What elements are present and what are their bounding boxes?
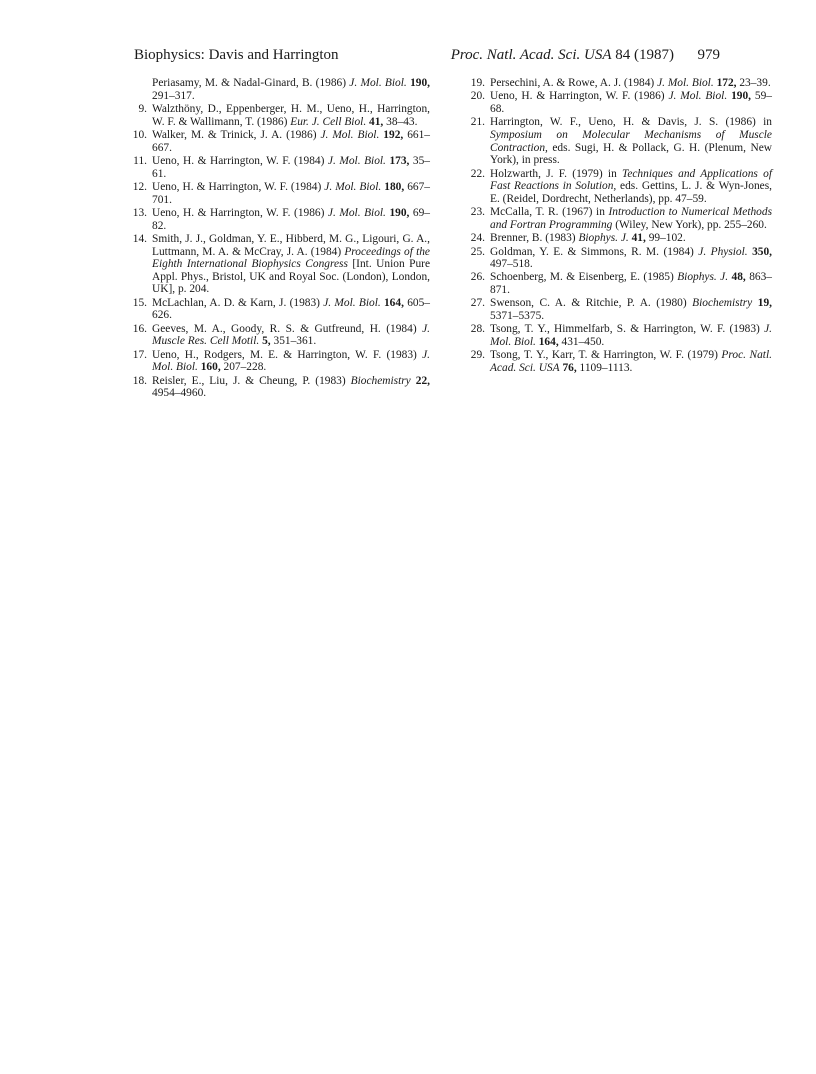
reference-text: 661–667.	[152, 128, 430, 154]
journal-title: Biophys. J.	[677, 271, 729, 284]
reference-text: Holzwarth, J. F. (1979) in	[490, 167, 623, 180]
reference-item	[472, 297, 772, 322]
running-head: Biophysics: Davis and Harrington	[134, 47, 339, 63]
volume-number: 76,	[562, 362, 577, 375]
reference-item	[134, 323, 430, 348]
reference-text: 207–228.	[220, 361, 267, 374]
reference-number: 25.	[470, 245, 485, 258]
reference-text: Walker, M. & Trinick, J. A. (1986)	[152, 128, 321, 141]
reference-text: Ueno, H. & Harrington, W. F. (1984)	[152, 154, 328, 167]
volume-year: 84 (1987)	[615, 47, 674, 63]
reference-number: 10.	[132, 128, 147, 141]
journal-title: Biochemistry	[692, 297, 753, 310]
reference-item	[472, 90, 772, 115]
reference-item	[472, 232, 772, 245]
journal-title: Biophys. J.	[578, 232, 629, 245]
journal-title: J. Mol. Biol.	[320, 128, 380, 141]
journal-title: J. Mol. Biol.	[323, 296, 381, 309]
reference-number: 27.	[470, 297, 485, 310]
reference-text: 1109–1113.	[576, 362, 633, 375]
journal-title: Introduction to Numerical Methods and Fortran Programming	[490, 206, 772, 231]
reference-item	[134, 129, 430, 154]
reference-number: 20.	[470, 90, 485, 103]
page-number: 979	[697, 47, 720, 63]
volume-number: 164,	[383, 296, 404, 309]
reference-text: [Int. Union Pure Appl. Phys., Bristol, UK and Royal Soc. (London), London, UK], p. 204.	[152, 258, 430, 296]
reference-number: 11.	[133, 154, 147, 167]
reference-text: (Wiley, New York), pp. 255–260.	[612, 218, 767, 231]
reference-text: Walzthöny, D., Eppenberger, H. M., Ueno, H., Harrington, W. F. & Wallimann, T. (1986)	[152, 102, 430, 128]
volume-number: 180,	[384, 180, 405, 193]
reference-number: 15.	[132, 296, 147, 309]
reference-number: 17.	[132, 348, 147, 361]
reference-text: eds. Sugi, H. & Pollack, G. H. (Plenum, New York), in press.	[490, 141, 772, 167]
journal-title: Techniques and Applications of Fast Reactions in Solution,	[490, 167, 772, 193]
reference-number: 9.	[138, 102, 147, 115]
reference-item	[134, 77, 430, 102]
journal-title: J. Mol. Biol.	[152, 348, 430, 374]
volume-number: 192,	[383, 128, 404, 141]
volume-number: 160,	[200, 361, 221, 374]
journal-title: J. Muscle Res. Cell Motil.	[152, 322, 430, 348]
reference-text: Harrington, W. F., Ueno, H. & Davis, J. S. (1986) in	[490, 116, 772, 129]
reference-item	[472, 246, 772, 271]
reference-text: Ueno, H., Rodgers, M. E. & Harrington, W. F. (1983)	[152, 348, 423, 361]
volume-number: 48,	[731, 271, 746, 284]
reference-number: 28.	[470, 323, 485, 336]
reference-text: Reisler, E., Liu, J. & Cheung, P. (1983)	[152, 374, 351, 387]
reference-text: Persechini, A. & Rowe, A. J. (1984)	[490, 77, 658, 89]
journal-title: Proc. Natl. Acad. Sci. USA	[490, 349, 772, 375]
reference-number: 18.	[132, 374, 147, 387]
volume-number: 173,	[389, 154, 410, 167]
reference-item	[134, 181, 430, 206]
reference-text: 5371–5375.	[490, 310, 545, 323]
journal-name: Proc. Natl. Acad. Sci. USA	[450, 47, 612, 63]
reference-number: 14.	[132, 232, 147, 245]
reference-item	[134, 375, 430, 400]
reference-item	[134, 155, 430, 180]
references-left-column	[134, 77, 430, 401]
volume-number: 190,	[410, 77, 430, 89]
reference-text: Goldman, Y. E. & Simmons, R. M. (1984)	[490, 245, 699, 258]
reference-number: 22.	[470, 167, 485, 180]
reference-number: 24.	[470, 232, 485, 245]
reference-text: 667–701.	[152, 180, 430, 206]
journal-title: J. Mol. Biol.	[349, 77, 407, 89]
reference-text: 4954–4960.	[152, 387, 207, 400]
reference-text: Tsong, T. Y., Himmelfarb, S. & Harrington, W. F. (1983)	[490, 323, 765, 336]
reference-item	[134, 233, 430, 296]
reference-text: McLachlan, A. D. & Karn, J. (1983)	[152, 296, 324, 309]
reference-text: 38–43.	[383, 115, 418, 128]
journal-title: Proceedings of the Eighth International Biophysics Congress	[152, 245, 430, 271]
reference-text: Ueno, H. & Harrington, W. F. (1984)	[152, 180, 325, 193]
reference-item	[472, 323, 772, 348]
reference-text: Ueno, H. & Harrington, W. F. (1986)	[490, 90, 669, 103]
reference-number: 19.	[470, 77, 485, 89]
reference-text: Tsong, T. Y., Karr, T. & Harrington, W. F. (1979)	[490, 349, 722, 362]
volume-number: 190,	[731, 90, 751, 103]
volume-number: 41,	[369, 115, 384, 128]
reference-number: 16.	[132, 322, 147, 335]
journal-title: J. Mol. Biol.	[327, 206, 386, 219]
reference-text: Smith, J. J., Goldman, Y. E., Hibberd, M. G., Ligouri, G. A., Luttmann, M. A. & McCray, J. A. (1984)	[152, 232, 430, 258]
reference-text: 99–102.	[645, 232, 686, 245]
journal-title: J. Mol. Biol.	[490, 323, 772, 349]
reference-text: Brenner, B. (1983)	[490, 232, 579, 245]
reference-text: 605–626.	[152, 296, 430, 322]
reference-text: 431–450.	[558, 336, 605, 349]
journal-title: J. Mol. Biol.	[657, 77, 714, 89]
journal-title: J. Mol. Biol.	[668, 90, 728, 103]
reference-number: 26.	[470, 271, 485, 284]
volume-number: 164,	[538, 336, 559, 349]
reference-item	[472, 77, 772, 90]
reference-text: Geeves, M. A., Goody, R. S. & Gutfreund, H. (1984)	[152, 322, 423, 335]
reference-text: 23–39.	[736, 77, 771, 89]
reference-text: 863–871.	[490, 271, 772, 297]
journal-title: Symposium on Molecular Mechanisms of Muscle Contraction,	[490, 128, 772, 154]
reference-text: McCalla, T. R. (1967) in	[490, 206, 609, 219]
reference-text: Swenson, C. A. & Ritchie, P. A. (1980)	[490, 297, 693, 310]
reference-text: 69–82.	[152, 206, 430, 232]
journal-title: J. Mol. Biol.	[324, 180, 382, 193]
volume-number: 5,	[262, 335, 271, 348]
reference-item	[134, 207, 430, 232]
reference-item	[472, 116, 772, 166]
reference-text: eds. Gettins, L. J. & Wyn-Jones, E. (Reidel, Dordrecht, Netherlands), pp. 47–59.	[490, 180, 772, 205]
reference-text: 497–518.	[490, 258, 533, 271]
reference-text: Schoenberg, M. & Eisenberg, E. (1985)	[490, 271, 678, 284]
reference-text: 35–61.	[152, 154, 430, 180]
volume-number: 190,	[389, 206, 410, 219]
reference-number: 21.	[470, 116, 485, 129]
volume-number: 19,	[757, 297, 772, 310]
reference-number: 13.	[132, 206, 147, 219]
reference-text: 291–317.	[152, 89, 195, 102]
volume-number: 41,	[631, 232, 646, 245]
reference-item	[134, 103, 430, 128]
reference-item	[472, 168, 772, 206]
reference-item	[134, 349, 430, 374]
volume-number: 350,	[752, 245, 772, 258]
reference-item	[134, 297, 430, 322]
page-header	[134, 47, 720, 69]
reference-number: 12.	[132, 180, 147, 193]
journal-title: Eur. J. Cell Biol.	[290, 115, 367, 128]
reference-item	[472, 206, 772, 231]
reference-number: 29.	[470, 349, 485, 362]
journal-title: J. Physiol.	[698, 245, 748, 258]
journal-title: Biochemistry	[350, 374, 411, 387]
references-right-column	[472, 77, 772, 375]
reference-item	[472, 349, 772, 374]
volume-number: 172,	[716, 77, 737, 89]
reference-number: 23.	[470, 206, 485, 219]
reference-text: Periasamy, M. & Nadal-Ginard, B. (1986)	[152, 77, 350, 89]
volume-number: 22,	[415, 374, 430, 387]
reference-text: 59–68.	[490, 90, 772, 115]
journal-citation	[451, 47, 720, 64]
reference-text: Ueno, H. & Harrington, W. F. (1986)	[152, 206, 328, 219]
journal-title: J. Mol. Biol.	[327, 154, 386, 167]
reference-item	[472, 271, 772, 296]
reference-text: 351–361.	[270, 335, 317, 348]
